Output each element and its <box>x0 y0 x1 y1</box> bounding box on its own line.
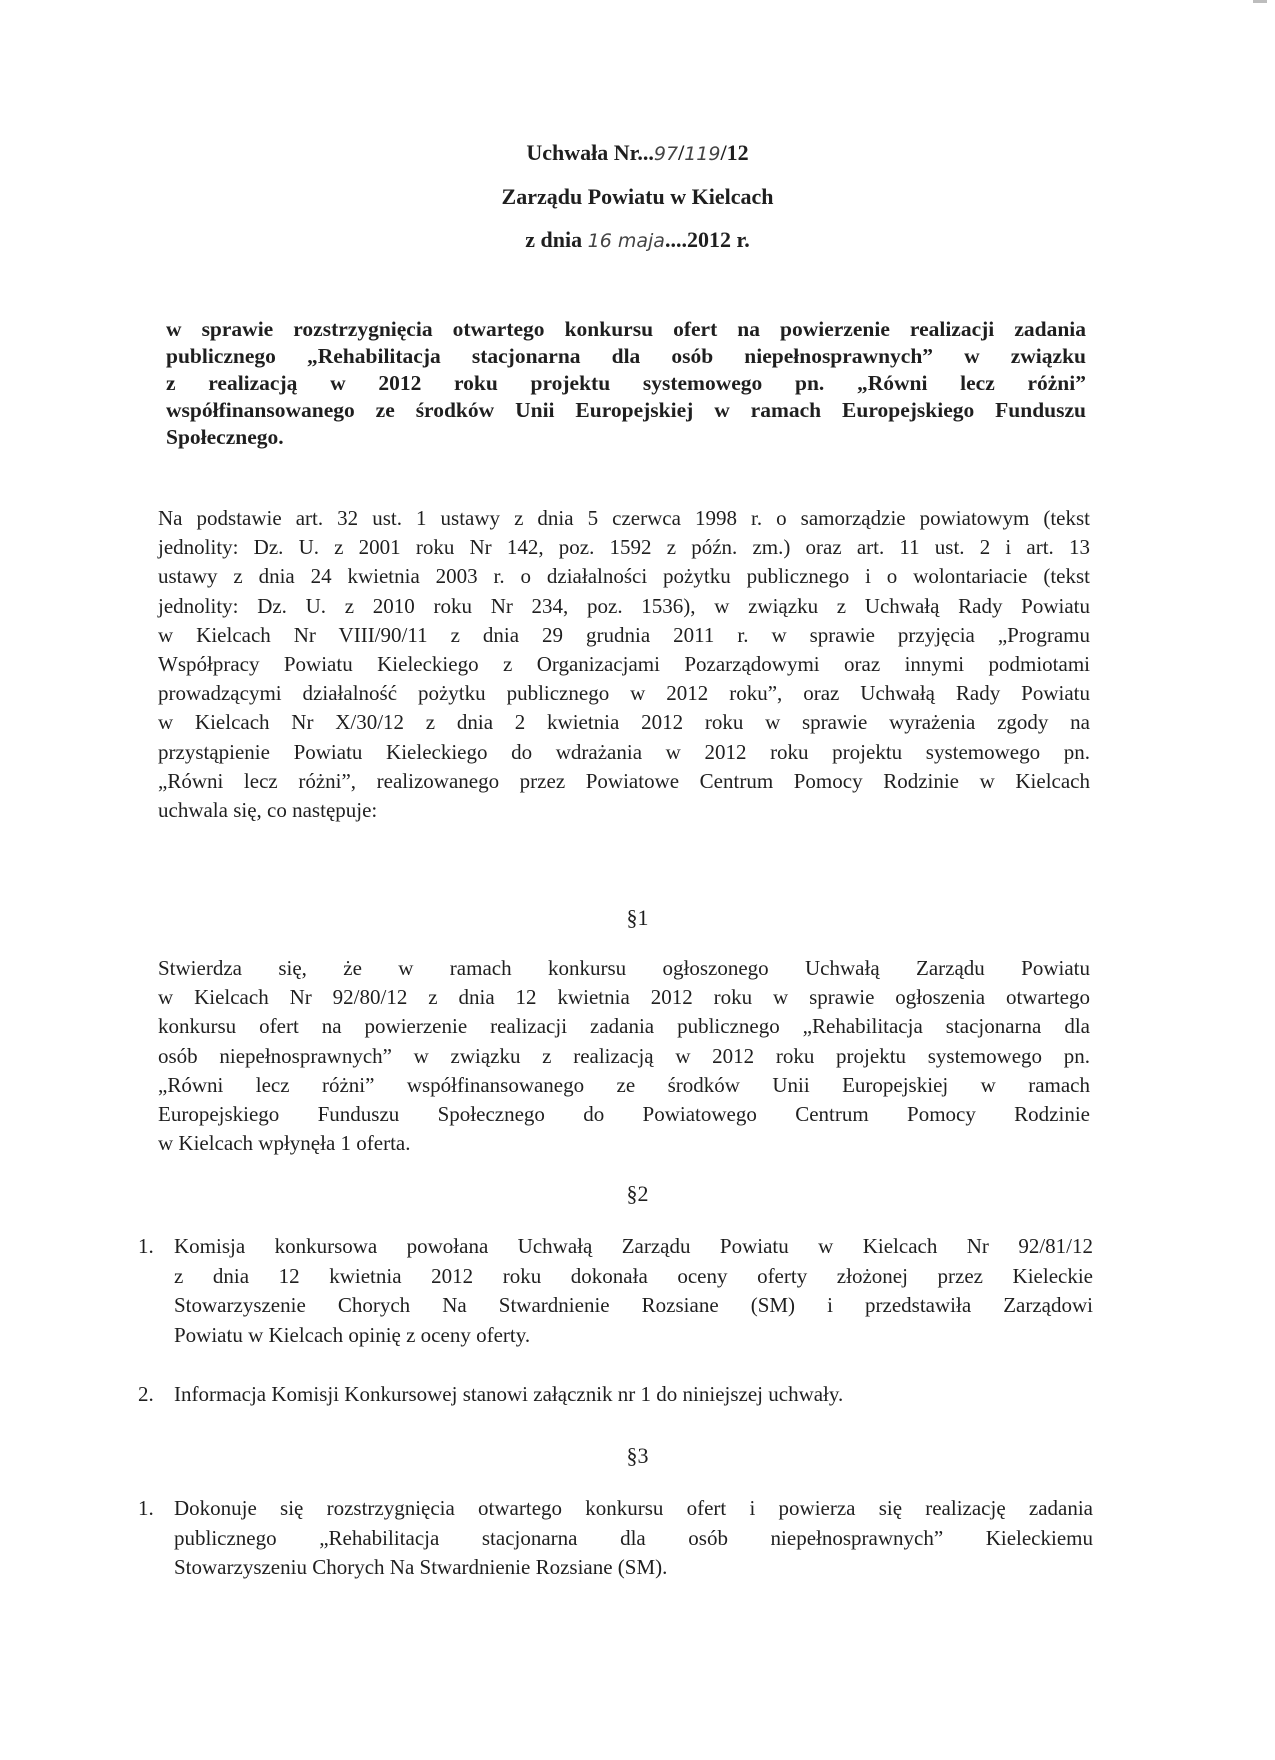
resolution-subject <box>166 316 1086 451</box>
preamble-line: Na podstawie art. 32 ust. 1 ustawy z dnia 5 czerwca 1998 r. o samorządzie powiatowym (tekst <box>158 506 1090 530</box>
preamble-line: prowadzącymi działalność pożytku publicznego w 2012 roku”, oraz Uchwałą Rady Powiatu <box>158 681 1090 706</box>
section-3-item-1 <box>138 1494 1093 1583</box>
item-number: 1. <box>138 1234 154 1258</box>
preamble-line: uchwala się, co następuje: <box>158 798 378 823</box>
resolution-separator: / <box>678 140 685 165</box>
preamble-line: Współpracy Powiatu Kieleckiego z Organizacjami Pozarządowymi oraz innymi podmiotami <box>158 652 1090 677</box>
preamble-line: w Kielcach Nr X/30/12 z dnia 2 kwietnia 2012 roku w sprawie wyrażenia zgody na <box>158 710 1090 735</box>
section-1-mark: §1 <box>626 905 649 930</box>
preamble-line: ustawy z dnia 24 kwietnia 2003 r. o działalności pożytku publicznego i o wolontariacie (tekst <box>158 564 1090 589</box>
section-2-item-2 <box>138 1380 1093 1410</box>
date-suffix: ....2012 r. <box>664 227 750 252</box>
item-number: 2. <box>138 1382 154 1406</box>
preamble-line: jednolity: Dz. U. z 2010 roku Nr 234, poz. 1536), w związku z Uchwałą Rady Powiatu <box>158 593 1090 618</box>
item-line: z dnia 12 kwietnia 2012 roku dokonała oceny oferty złożonej przez Kieleckie <box>174 1263 1093 1288</box>
preamble-line: przystąpienie Powiatu Kieleckiego do wdrażania w 2012 roku projektu systemowego pn. <box>158 739 1090 764</box>
date-prefix: z dnia <box>525 227 588 252</box>
item-line: Komisja konkursowa powołana Uchwałą Zarządu Powiatu w Kielcach Nr 92/81/12 <box>174 1234 1093 1258</box>
section-line: Stwierdza się, że w ramach konkursu ogłoszonego Uchwałą Zarządu Powiatu <box>158 956 1090 980</box>
item-line: Dokonuje się rozstrzygnięcia otwartego konkursu ofert i powierza się realizację zadania <box>174 1496 1093 1520</box>
handwritten-number-2: 119 <box>684 143 721 165</box>
handwritten-date: 16 maja <box>587 230 665 252</box>
subject-line: Społecznego. <box>166 425 284 449</box>
section-line: w Kielcach wpłynęła 1 oferta. <box>158 1131 411 1156</box>
preamble-line: „Równi lecz różni”, realizowanego przez Powiatowe Centrum Pomocy Rodzinie w Kielcach <box>158 768 1090 793</box>
preamble-line: jednolity: Dz. U. z 2001 roku Nr 142, poz. 1592 z późn. zm.) oraz art. 11 ust. 2 i art. 13 <box>158 535 1090 560</box>
resolution-suffix: /12 <box>720 140 749 165</box>
subject-line: współfinansowanego ze środków Unii Europejskiej w ramach Europejskiego Funduszu <box>166 398 1086 422</box>
section-3-mark: §3 <box>626 1443 649 1468</box>
item-line: Stowarzyszeniu Chorych Na Stwardnienie Rozsiane (SM). <box>174 1555 668 1579</box>
item-number: 1. <box>138 1496 154 1520</box>
item-line: Powiatu w Kielcach opinię z oceny oferty. <box>174 1322 531 1347</box>
section-line: osób niepełnosprawnych” w związku z realizacją w 2012 roku projektu systemowego pn. <box>158 1043 1090 1068</box>
section-2-item-1 <box>138 1232 1093 1350</box>
section-1-text <box>158 954 1090 1158</box>
item-line: Stowarzyszenie Chorych Na Stwardnienie Rozsiane (SM) i przedstawiła Zarządowi <box>174 1293 1093 1317</box>
resolution-prefix: Uchwała Nr... <box>526 140 654 165</box>
preamble <box>158 504 1090 825</box>
section-line: konkursu ofert na powierzenie realizacji zadania publicznego „Rehabilitacja stacjonarna dla <box>158 1014 1090 1039</box>
subject-line: z realizacją w 2012 roku projektu systemowego pn. „Równi lecz różni” <box>166 371 1086 395</box>
section-2-mark: §2 <box>626 1181 649 1206</box>
board-name: Zarządu Powiatu w Kielcach <box>501 184 774 209</box>
handwritten-number: 97 <box>653 143 679 165</box>
subject-line: publicznego „Rehabilitacja stacjonarna dla osób niepełnosprawnych” w związku <box>166 344 1086 368</box>
section-line: „Równi lecz różni” współfinansowanego ze środków Unii Europejskiej w ramach <box>158 1072 1090 1097</box>
section-line: Europejskiego Funduszu Społecznego do Powiatowego Centrum Pomocy Rodzinie <box>158 1102 1090 1127</box>
subject-line: w sprawie rozstrzygnięcia otwartego konkursu ofert na powierzenie realizacji zadania <box>166 317 1086 341</box>
item-line: Informacja Komisji Konkursowej stanowi załącznik nr 1 do niniejszej uchwały. <box>174 1382 844 1406</box>
resolution-date <box>0 226 1275 255</box>
preamble-line: w Kielcach Nr VIII/90/11 z dnia 29 grudnia 2011 r. w sprawie przyjęcia „Programu <box>158 622 1090 647</box>
scan-artifact <box>1253 0 1267 3</box>
resolution-number <box>0 139 1275 168</box>
section-line: w Kielcach Nr 92/80/12 z dnia 12 kwietnia 2012 roku w sprawie ogłoszenia otwartego <box>158 985 1090 1010</box>
item-line: publicznego „Rehabilitacja stacjonarna dla osób niepełnosprawnych” Kieleckiemu <box>174 1525 1093 1550</box>
